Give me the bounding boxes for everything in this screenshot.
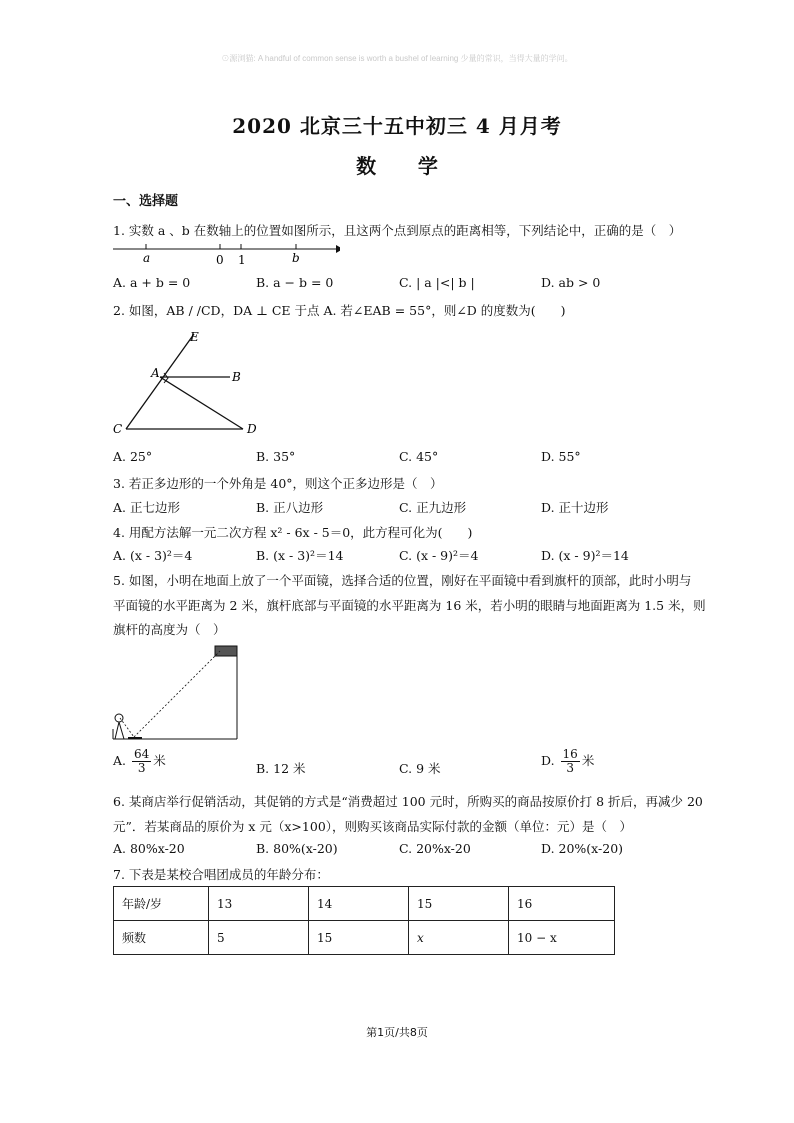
- question-3-text: 3. 若正多边形的一个外角是 40°，则这个正多边形是（ ）: [113, 476, 443, 491]
- q2-option-c: C. 45°: [399, 449, 439, 464]
- table-cell: 10 − x: [509, 921, 615, 955]
- question-2-text: 2. 如图，AB / /CD，DA ⊥ CE 于点 A. 若∠EAB = 55°，则∠D 的度数为( ): [113, 303, 566, 318]
- table-cell: 16: [509, 887, 615, 921]
- age-distribution-table: [113, 886, 615, 955]
- axis-label-one: 1: [238, 253, 246, 267]
- point-label-e: E: [190, 330, 199, 344]
- point-label-d: D: [247, 422, 257, 436]
- geometry-figure-q2: [110, 328, 270, 438]
- q2-option-d: D. 55°: [541, 449, 581, 464]
- table-cell: 13: [209, 887, 309, 921]
- page-subtitle: 数 学: [356, 154, 438, 178]
- table-row: [114, 887, 615, 921]
- question-7-text: 7. 下表是某校合唱团成员的年龄分布：: [113, 867, 329, 882]
- table-cell: x: [409, 921, 509, 955]
- section-heading: 一、选择题: [113, 194, 179, 209]
- q4-option-d: D. (x - 9)²＝14: [541, 548, 629, 563]
- q5-option-c: C. 9 米: [399, 761, 441, 776]
- table-cell: 频数: [114, 921, 209, 955]
- q5-option-a: A. $\frac{64}{3}$ 米: [113, 747, 166, 775]
- table-cell: 15: [409, 887, 509, 921]
- table-cell: 5: [209, 921, 309, 955]
- question-5-line-3: 旗杆的高度为（ ）: [113, 622, 226, 637]
- q5-option-d: D. $\frac{16}{3}$ 米: [541, 747, 595, 775]
- q5-option-d-denominator: 3: [566, 761, 574, 775]
- q3-option-a: A. 正七边形: [113, 500, 180, 515]
- q2-option-b: B. 35°: [256, 449, 296, 464]
- axis-label-b: b: [292, 251, 300, 265]
- person-head-shape: [115, 714, 123, 722]
- table-cell: 15: [309, 921, 409, 955]
- table-row: [114, 921, 615, 955]
- q5-option-d-numerator: 16: [562, 747, 578, 761]
- point-label-b: B: [232, 370, 241, 384]
- question-4-text: 4. 用配方法解一元二次方程 x² - 6x - 5＝0，此方程可化为( ): [113, 525, 473, 540]
- q3-option-c: C. 正九边形: [399, 500, 467, 515]
- q1-option-d: D. ab > 0: [541, 275, 601, 290]
- q3-option-d: D. 正十边形: [541, 500, 609, 515]
- mirror-shape: [128, 737, 142, 739]
- q6-option-d: D. 20%(x-20): [541, 841, 624, 856]
- question-5-line-1: 5. 如图，小明在地面上放了一个平面镜，选择合适的位置，刚好在平面镜中看到旗杆的顶部，此时小明与: [113, 573, 692, 588]
- point-label-a: A: [151, 366, 160, 380]
- q6-option-b: B. 80%(x-20): [256, 841, 338, 856]
- flag-shape: [215, 646, 237, 656]
- table-cell: 14: [309, 887, 409, 921]
- q4-option-c: C. (x - 9)²＝4: [399, 548, 479, 563]
- q3-option-b: B. 正八边形: [256, 500, 324, 515]
- q4-option-b: B. (x - 3)²＝14: [256, 548, 344, 563]
- q5-option-b: B. 12 米: [256, 761, 306, 776]
- point-label-c: C: [113, 422, 123, 436]
- question-5-line-2: 平面镜的水平距离为 2 米，旗杆底部与平面镜的水平距离为 16 米，若小明的眼睛与地面距离为 1.5 米，则: [113, 598, 706, 613]
- q1-option-b: B. a − b = 0: [256, 275, 334, 290]
- q5-option-a-denominator: 3: [137, 761, 146, 775]
- page-title: 2020 北京三十五中初三 4 月月考: [232, 114, 562, 138]
- axis-label-a: a: [143, 251, 151, 265]
- q1-option-a: A. a + b = 0: [113, 275, 191, 290]
- watermark: ⊙源浏猫: A handful of common sense is worth a bushel of learning 少量的常识，当得大量的学问。: [221, 54, 573, 63]
- question-1-text: 1. 实数 a 、b 在数轴上的位置如图所示，且这两个点到原点的距离相等，下列结论中，正确的是（ ）: [113, 223, 682, 238]
- q6-option-c: C. 20%x-20: [399, 841, 471, 856]
- question-6-line-2: 元”．若某商品的原价为 x 元（x>100），则购买该商品实际付款的金额（单位：元）是（ ）: [113, 819, 633, 834]
- q4-option-a: A. (x - 3)²＝4: [113, 548, 193, 563]
- mirror-flagpole-figure: [110, 643, 240, 743]
- page-footer: 第1页/共8页: [366, 1026, 428, 1039]
- q1-option-c: C. | a |<| b |: [399, 275, 475, 290]
- question-6-line-1: 6. 某商店举行促销活动，其促销的方式是“消费超过 100 元时，所购买的商品按原价打 8 折后，再减少 20: [113, 794, 703, 809]
- table-cell: 年龄/岁: [114, 887, 209, 921]
- q6-option-a: A. 80%x-20: [113, 841, 185, 856]
- q5-option-a-numerator: 64: [134, 747, 150, 761]
- q2-option-a: A. 25°: [113, 449, 153, 464]
- number-line-figure: [110, 240, 340, 268]
- axis-label-zero: 0: [216, 253, 224, 267]
- number-line-arrow: [336, 245, 340, 253]
